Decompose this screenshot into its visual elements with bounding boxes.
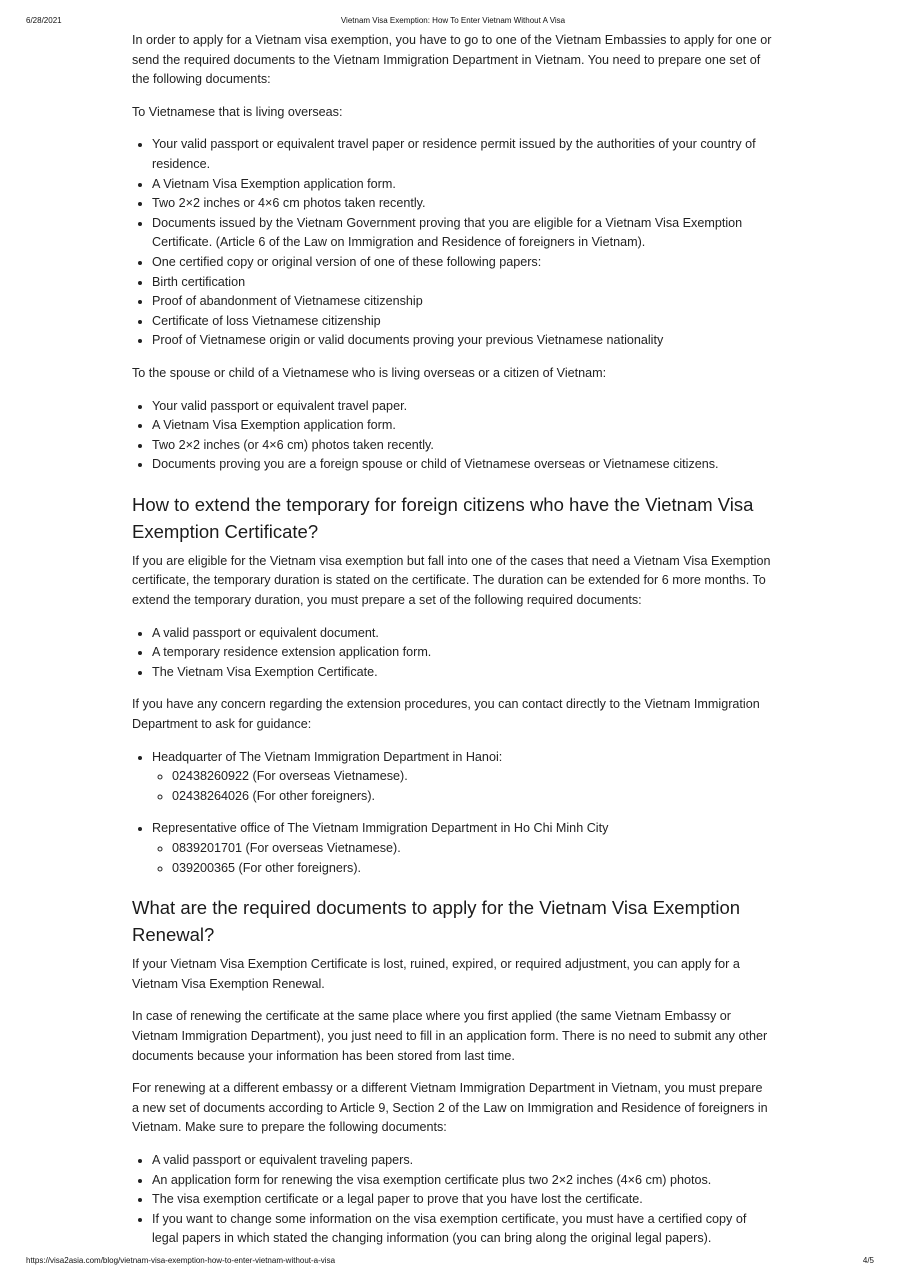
extend-documents-list [132,624,772,683]
phone-item: ◦ 0839201701 (For overseas Vietnamese). [172,839,772,859]
list-item: • Proof of abandonment of Vietnamese citizenship [152,292,772,312]
list-item: • A Vietnam Visa Exemption application form. [152,175,772,195]
list-item: • Your valid passport or equivalent travel paper or residence permit issued by the authorities of your country of residence. [152,135,772,174]
phone-item: ◦ 02438264026 (For other foreigners). [172,787,772,807]
list-item: • Two 2×2 inches (or 4×6 cm) photos taken recently. [152,436,772,456]
list-item: • Two 2×2 inches or 4×6 cm photos taken recently. [152,194,772,214]
renewal-paragraph-1: If your Vietnam Visa Exemption Certificate is lost, ruined, expired, or required adjustment, you can apply for a Vietnam Visa Exemption Renewal. [132,957,740,991]
list-item: • If you want to change some information on the visa exemption certificate, you must have a certified copy of legal papers in which stated the changing information (you can bring along the original legal papers). [152,1210,772,1249]
hcm-office-label: Representative office of The Vietnam Immigration Department in Ho Chi Minh City [152,821,609,836]
page-number: 4/5 [862,1256,874,1265]
spouse-intro: To the spouse or child of a Vietnamese who is living overseas or a citizen of Vietnam: [132,365,607,380]
renewal-paragraph-2: In case of renewing the certificate at the same place where you first applied (the same Vietnam Embassy or Vietnam Immigration Department), you just need to fill in an application form. There is no need to submit any other documents because your information has been stored from last time. [132,1009,768,1063]
list-item: • One certified copy or original version of one of these following papers: [152,253,772,273]
contact-paragraph: If you have any concern regarding the extension procedures, you can contact directly to the Vietnam Immigration Department to ask for guidance: [132,697,760,732]
print-date: 6/28/2021 [26,16,62,25]
spouse-documents-list [132,397,772,475]
print-title: Vietnam Visa Exemption: How To Enter Vietnam Without A Visa [340,16,566,25]
print-footer [0,1256,906,1268]
list-item: • An application form for renewing the visa exemption certificate plus two 2×2 inches (4×6 cm) photos. [152,1171,772,1191]
hanoi-contact-list [132,748,772,807]
hanoi-office-label: Headquarter of The Vietnam Immigration Department in Hanoi: [152,749,503,764]
print-url: https://visa2asia.com/blog/vietnam-visa-exemption-how-to-enter-vietnam-without-a-visa [26,1256,336,1265]
list-item: • A valid passport or equivalent traveling papers. [152,1151,772,1171]
list-item: • Your valid passport or equivalent travel paper. [152,397,772,417]
list-item: • Certificate of loss Vietnamese citizenship [152,312,772,332]
list-item: • Documents issued by the Vietnam Government proving that you are eligible for a Vietnam Visa Exemption Certificate. (Article 6 of the Law on Immigration and Residence of foreigners in Vietnam). [152,214,772,253]
phone-item: ◦ 02438260922 (For overseas Vietnamese). [172,767,772,787]
list-item: • The visa exemption certificate or a legal paper to prove that you have lost the certificate. [152,1190,772,1210]
hanoi-phone-list [152,767,772,806]
list-item: • Proof of Vietnamese origin or valid documents proving your previous Vietnamese nationality [152,331,772,351]
list-item: • Birth certification [152,273,772,293]
renewal-documents-list [132,1151,772,1249]
list-item: • Documents proving you are a foreign spouse or child of Vietnamese overseas or Vietnamese citizens. [152,455,772,475]
overseas-documents-list [132,135,772,351]
hcm-phone-list [152,839,772,878]
extend-paragraph: If you are eligible for the Vietnam visa exemption but fall into one of the cases that need a Vietnam Visa Exemption certificate, the temporary duration is stated on the certificate. The duration can be extended for 6 more months. To extend the temporary duration, you must prepare a set of the following required documents: [132,553,771,608]
list-item: • The Vietnam Visa Exemption Certificate. [152,663,772,683]
hanoi-office [152,748,772,807]
renewal-heading: What are the required documents to apply for the Vietnam Visa Exemption Renewal? [132,897,741,946]
overseas-intro: To Vietnamese that is living overseas: [132,104,343,119]
print-header [0,16,906,28]
hcm-contact-list [132,819,772,878]
renewal-paragraph-3: For renewing at a different embassy or a different Vietnam Immigration Department in Vietnam, you must prepare a new set of documents according to Article 9, Section 2 of the Law on Immigration and Residence of foreigners in Vietnam. Make sure to prepare the following documents: [132,1081,768,1135]
phone-item: ◦ 039200365 (For other foreigners). [172,859,772,879]
list-item: • A Vietnam Visa Exemption application form. [152,416,772,436]
list-item: • A valid passport or equivalent document. [152,624,772,644]
article-content [132,31,772,1262]
extend-heading: How to extend the temporary for foreign citizens who have the Vietnam Visa Exemption Certificate? [132,493,754,542]
intro-paragraph: In order to apply for a Vietnam visa exemption, you have to go to one of the Vietnam Embassies to apply for one or send the required documents to the Vietnam Immigration Department in Vietnam. You need to prepare one set of the following documents: [132,33,772,87]
list-item: • A temporary residence extension application form. [152,643,772,663]
hcm-office [152,819,772,878]
